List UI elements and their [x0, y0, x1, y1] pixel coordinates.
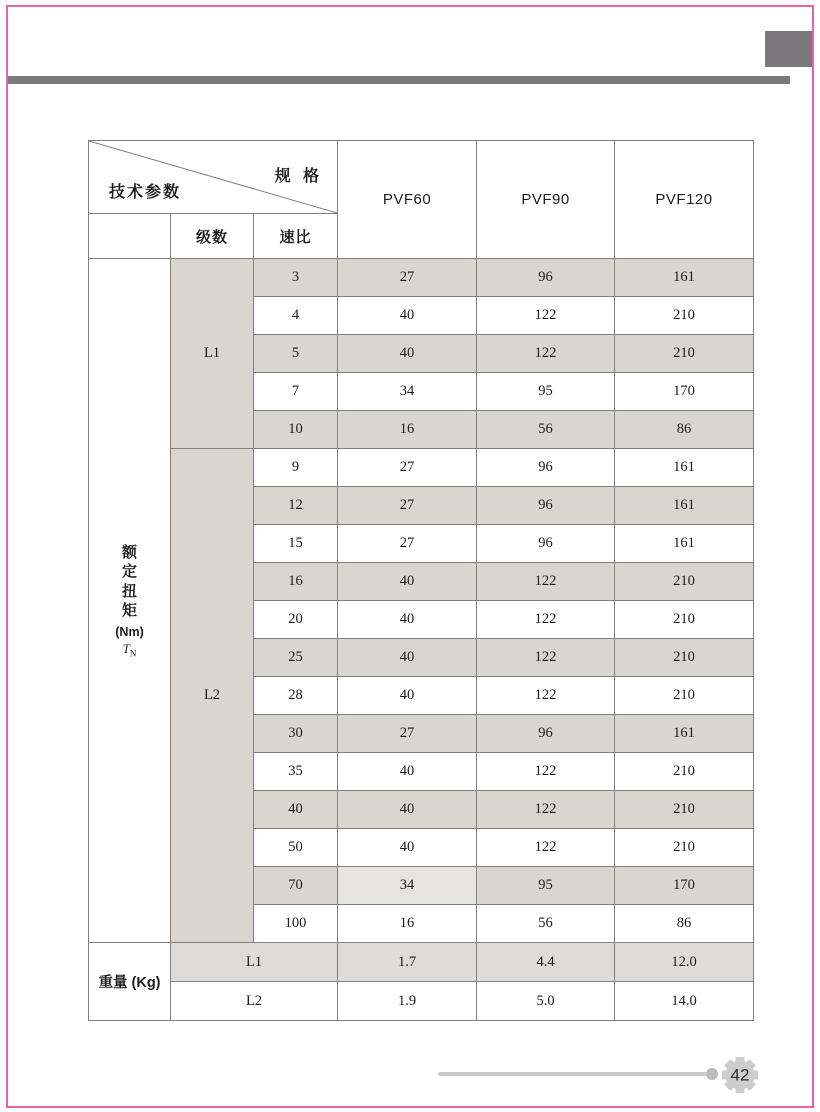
- value-cell: 122: [477, 753, 615, 791]
- col-header-pvf60: PVF60: [338, 141, 477, 259]
- ratio-cell: 9: [254, 449, 338, 487]
- value-cell: 210: [615, 601, 754, 639]
- ratio-cell: 15: [254, 525, 338, 563]
- value-cell: 34: [338, 867, 477, 905]
- ratio-cell: 25: [254, 639, 338, 677]
- value-cell: 161: [615, 449, 754, 487]
- ratio-header: 速比: [254, 214, 338, 259]
- torque-char: 定: [121, 563, 137, 581]
- value-cell: 16: [338, 411, 477, 449]
- ratio-cell: 100: [254, 905, 338, 943]
- ratio-cell: 28: [254, 677, 338, 715]
- value-cell: 96: [477, 487, 615, 525]
- weight-value-cell: 4.4: [477, 943, 615, 982]
- value-cell: 56: [477, 905, 615, 943]
- value-cell: 210: [615, 335, 754, 373]
- value-cell: 40: [338, 563, 477, 601]
- weight-label-cell: 重量 (Kg): [89, 943, 171, 1021]
- value-cell: 161: [615, 525, 754, 563]
- value-cell: 161: [615, 259, 754, 297]
- value-cell: 40: [338, 601, 477, 639]
- value-cell: 95: [477, 373, 615, 411]
- footer-rule: [438, 1072, 710, 1076]
- value-cell: 122: [477, 297, 615, 335]
- value-cell: 122: [477, 791, 615, 829]
- header-gray-band: [8, 76, 790, 84]
- weight-value-cell: 1.9: [338, 982, 477, 1021]
- ratio-cell: 12: [254, 487, 338, 525]
- value-cell: 95: [477, 867, 615, 905]
- value-cell: 96: [477, 449, 615, 487]
- value-cell: 40: [338, 829, 477, 867]
- value-cell: 122: [477, 677, 615, 715]
- value-cell: 96: [477, 715, 615, 753]
- value-cell: 27: [338, 487, 477, 525]
- weight-stage-l1: L1: [171, 943, 338, 982]
- value-cell: 170: [615, 373, 754, 411]
- ratio-cell: 50: [254, 829, 338, 867]
- value-cell: 122: [477, 639, 615, 677]
- value-cell: 27: [338, 525, 477, 563]
- value-cell: 96: [477, 525, 615, 563]
- spec-label: 规 格: [274, 168, 324, 185]
- value-cell: 161: [615, 487, 754, 525]
- spec-row: [89, 259, 754, 297]
- torque-char: 扭: [121, 582, 137, 600]
- value-cell: 210: [615, 753, 754, 791]
- weight-value-cell: 12.0: [615, 943, 754, 982]
- value-cell: 40: [338, 335, 477, 373]
- value-cell: 27: [338, 449, 477, 487]
- spec-row: [89, 449, 754, 487]
- value-cell: 27: [338, 715, 477, 753]
- value-cell: 122: [477, 563, 615, 601]
- value-cell: 122: [477, 829, 615, 867]
- weight-row: [89, 943, 754, 982]
- stage-header: 级数: [171, 214, 254, 259]
- torque-char: 矩: [121, 602, 137, 620]
- value-cell: 40: [338, 753, 477, 791]
- value-cell: 34: [338, 373, 477, 411]
- value-cell: 210: [615, 677, 754, 715]
- value-cell: 56: [477, 411, 615, 449]
- value-cell: 16: [338, 905, 477, 943]
- value-cell: 161: [615, 715, 754, 753]
- value-cell: 40: [338, 677, 477, 715]
- ratio-cell: 7: [254, 373, 338, 411]
- page-number: 42: [730, 1065, 750, 1085]
- value-cell: 210: [615, 639, 754, 677]
- torque-char: 额: [121, 543, 137, 561]
- torque-unit: (Nm): [115, 624, 144, 639]
- ratio-cell: 35: [254, 753, 338, 791]
- ratio-cell: 16: [254, 563, 338, 601]
- weight-stage-l2: L2: [171, 982, 338, 1021]
- ratio-cell: 3: [254, 259, 338, 297]
- weight-value-cell: 14.0: [615, 982, 754, 1021]
- weight-value-cell: 5.0: [477, 982, 615, 1021]
- value-cell: 40: [338, 297, 477, 335]
- ratio-cell: 20: [254, 601, 338, 639]
- torque-label: [115, 543, 143, 659]
- header-corner-block: [765, 31, 812, 67]
- value-cell: 96: [477, 259, 615, 297]
- value-cell: 122: [477, 335, 615, 373]
- weight-value-cell: 1.7: [338, 943, 477, 982]
- ratio-cell: 4: [254, 297, 338, 335]
- value-cell: 210: [615, 563, 754, 601]
- value-cell: 122: [477, 601, 615, 639]
- gear-icon: [714, 1049, 766, 1101]
- tech-params-label: 技术参数: [109, 184, 182, 201]
- value-cell: 170: [615, 867, 754, 905]
- torque-symbol: $T_N$: [122, 640, 137, 659]
- weight-row: [89, 982, 754, 1021]
- ratio-cell: 10: [254, 411, 338, 449]
- ratio-cell: 5: [254, 335, 338, 373]
- diagonal-header-cell: [89, 141, 338, 214]
- value-cell: 27: [338, 259, 477, 297]
- value-cell: 210: [615, 829, 754, 867]
- value-cell: 86: [615, 411, 754, 449]
- col-header-pvf120: PVF120: [615, 141, 754, 259]
- ratio-cell: 70: [254, 867, 338, 905]
- col-header-pvf90: PVF90: [477, 141, 615, 259]
- value-cell: 86: [615, 905, 754, 943]
- value-cell: 40: [338, 639, 477, 677]
- ratio-cell: 30: [254, 715, 338, 753]
- ratio-cell: 40: [254, 791, 338, 829]
- value-cell: 40: [338, 791, 477, 829]
- value-cell: 210: [615, 791, 754, 829]
- empty-header-cell: [89, 214, 171, 259]
- value-cell: 210: [615, 297, 754, 335]
- torque-label-cell: [89, 259, 171, 943]
- header-row-1: [89, 141, 754, 214]
- stage-cell-l2: L2: [171, 449, 254, 943]
- stage-cell-l1: L1: [171, 259, 254, 449]
- spec-table-body: [89, 259, 754, 1021]
- spec-table: [88, 140, 754, 1021]
